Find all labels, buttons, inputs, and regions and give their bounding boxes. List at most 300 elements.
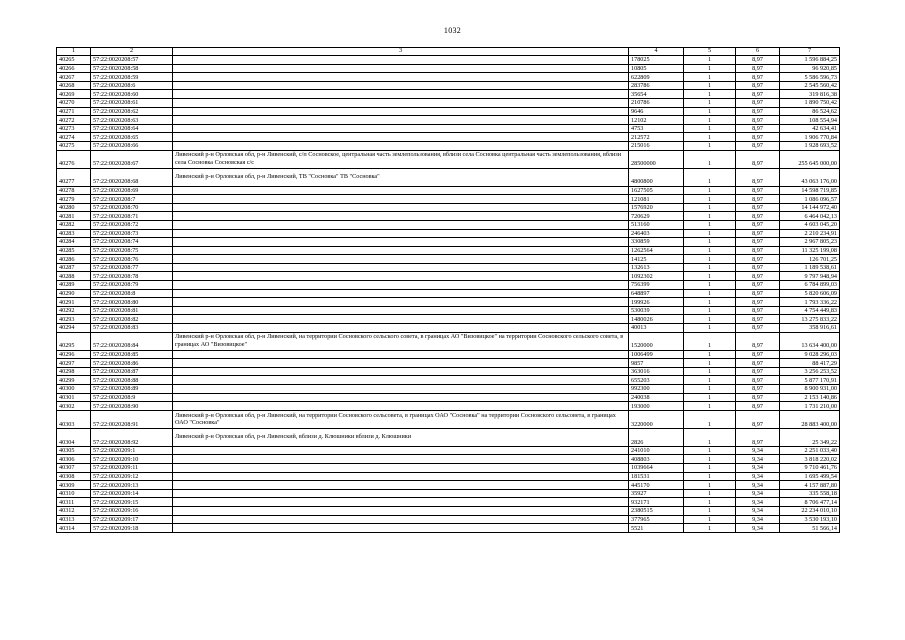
count-cell: 1: [684, 350, 736, 359]
rate-cell: 8,97: [736, 289, 780, 298]
area-cell: 1039664: [629, 463, 684, 472]
address-cell: [173, 238, 629, 247]
cadastral-number-cell: 57:22:0020208:71: [91, 212, 173, 221]
address-cell: Ливенский р-н Орловская обл, р-н Ливенский, ТВ "Сосновка" ТВ "Сосновка": [173, 168, 629, 186]
value-cell: 14 144 972,40: [780, 203, 840, 212]
value-cell: 4 157 887,80: [780, 481, 840, 490]
cadastral-number-cell: 57:22:0020209:13: [91, 481, 173, 490]
address-cell: [173, 463, 629, 472]
address-cell: [173, 455, 629, 464]
table-row: [57, 506, 840, 515]
table-row: [57, 298, 840, 307]
cadastral-number-cell: 57:22:0020208:78: [91, 272, 173, 281]
area-cell: 178025: [629, 56, 684, 65]
count-cell: 1: [684, 315, 736, 324]
cadastral-number-cell: 57:22:0020208:77: [91, 263, 173, 272]
row-number-cell: 40287: [57, 263, 91, 272]
area-cell: 622809: [629, 73, 684, 82]
cadastral-number-cell: 57:22:0020208:65: [91, 133, 173, 142]
row-number-cell: 40274: [57, 133, 91, 142]
value-cell: 335 558,18: [780, 489, 840, 498]
cadastral-number-cell: 57:22:0020208:89: [91, 385, 173, 394]
address-cell: [173, 367, 629, 376]
row-number-cell: 40286: [57, 255, 91, 264]
table-row: [57, 446, 840, 455]
rate-cell: 8,97: [736, 315, 780, 324]
row-number-cell: 40300: [57, 385, 91, 394]
value-cell: 1 906 770,84: [780, 133, 840, 142]
table-row: [57, 90, 840, 99]
table-row: [57, 489, 840, 498]
address-cell: [173, 64, 629, 73]
value-cell: 319 816,38: [780, 90, 840, 99]
rate-cell: 9,34: [736, 463, 780, 472]
rate-cell: 8,97: [736, 385, 780, 394]
table-row: [57, 315, 840, 324]
row-number-cell: 40292: [57, 306, 91, 315]
cadastral-number-cell: 57:22:0020209:14: [91, 489, 173, 498]
count-cell: 1: [684, 272, 736, 281]
table-row: [57, 367, 840, 376]
page-number: 1032: [443, 26, 462, 35]
value-cell: 96 920,85: [780, 64, 840, 73]
rate-cell: 8,97: [736, 81, 780, 90]
count-cell: 1: [684, 203, 736, 212]
address-cell: [173, 289, 629, 298]
area-cell: 1576920: [629, 203, 684, 212]
address-cell: [173, 107, 629, 116]
row-number-cell: 40293: [57, 315, 91, 324]
cadastral-number-cell: 57:22:0020209:11: [91, 463, 173, 472]
cadastral-number-cell: 57:22:0020208:63: [91, 116, 173, 125]
table-row: [57, 515, 840, 524]
area-cell: 363016: [629, 367, 684, 376]
row-number-cell: 40304: [57, 428, 91, 446]
table-row: [57, 195, 840, 204]
area-cell: 210786: [629, 98, 684, 107]
row-number-cell: 40289: [57, 281, 91, 290]
table-row: [57, 324, 840, 333]
cadastral-number-cell: 57:22:0020208:81: [91, 306, 173, 315]
area-cell: 408803: [629, 455, 684, 464]
row-number-cell: 40275: [57, 141, 91, 150]
count-cell: 1: [684, 168, 736, 186]
area-cell: 212572: [629, 133, 684, 142]
address-cell: [173, 506, 629, 515]
area-cell: 330859: [629, 238, 684, 247]
table-row: [57, 229, 840, 238]
cadastral-number-cell: 57:22:0020208:73: [91, 229, 173, 238]
row-number-cell: 40270: [57, 98, 91, 107]
cadastral-number-cell: 57:22:0020208:85: [91, 350, 173, 359]
area-cell: 14125: [629, 255, 684, 264]
cadastral-value-table: [56, 47, 840, 533]
row-number-cell: 40265: [57, 56, 91, 65]
cadastral-number-cell: 57:22:0020209:18: [91, 524, 173, 533]
rate-cell: 8,97: [736, 203, 780, 212]
column-header: 6: [736, 48, 780, 56]
address-cell: [173, 306, 629, 315]
cadastral-number-cell: 57:22:0020208:64: [91, 124, 173, 133]
cadastral-number-cell: 57:22:0020208:76: [91, 255, 173, 264]
area-cell: 4800800: [629, 168, 684, 186]
rate-cell: 9,34: [736, 455, 780, 464]
count-cell: 1: [684, 255, 736, 264]
count-cell: 1: [684, 410, 736, 428]
area-cell: 1262564: [629, 246, 684, 255]
address-cell: [173, 350, 629, 359]
count-cell: 1: [684, 489, 736, 498]
value-cell: 1 793 336,22: [780, 298, 840, 307]
area-cell: 2380515: [629, 506, 684, 515]
count-cell: 1: [684, 393, 736, 402]
table-row: [57, 472, 840, 481]
value-cell: 1 596 884,25: [780, 56, 840, 65]
address-cell: [173, 298, 629, 307]
cadastral-number-cell: 57:22:0020208:90: [91, 402, 173, 411]
address-cell: [173, 481, 629, 490]
row-number-cell: 40268: [57, 81, 91, 90]
rate-cell: 8,97: [736, 73, 780, 82]
value-cell: 3 256 253,52: [780, 367, 840, 376]
row-number-cell: 40308: [57, 472, 91, 481]
value-cell: 3 818 220,02: [780, 455, 840, 464]
rate-cell: 8,97: [736, 367, 780, 376]
row-number-cell: 40305: [57, 446, 91, 455]
count-cell: 1: [684, 298, 736, 307]
rate-cell: 8,97: [736, 402, 780, 411]
rate-cell: 8,97: [736, 98, 780, 107]
cadastral-number-cell: 57:22:0020209:10: [91, 455, 173, 464]
cadastral-number-cell: 57:22:0020209:16: [91, 506, 173, 515]
rate-cell: 8,97: [736, 186, 780, 195]
row-number-cell: 40282: [57, 220, 91, 229]
value-cell: 51 566,14: [780, 524, 840, 533]
column-header: 2: [91, 48, 173, 56]
rate-cell: 8,97: [736, 359, 780, 368]
address-cell: [173, 141, 629, 150]
address-cell: Ливенский р-н Орловская обл, р-н Ливенский, с/п Сосновское, центральная часть землепользования, вблизи села Сосновка центральная часть землепользования, вблизи села Сосновка Сосновская с/с: [173, 150, 629, 168]
row-number-cell: 40273: [57, 124, 91, 133]
row-number-cell: 40281: [57, 212, 91, 221]
value-cell: 255 645 000,00: [780, 150, 840, 168]
area-cell: 12102: [629, 116, 684, 125]
area-cell: 655203: [629, 376, 684, 385]
row-number-cell: 40313: [57, 515, 91, 524]
cadastral-number-cell: 57:22:0020208:8: [91, 289, 173, 298]
value-cell: 1 189 538,61: [780, 263, 840, 272]
area-cell: 193000: [629, 402, 684, 411]
row-number-cell: 40278: [57, 186, 91, 195]
cadastral-number-cell: 57:22:0020208:83: [91, 324, 173, 333]
row-number-cell: 40280: [57, 203, 91, 212]
cadastral-number-cell: 57:22:0020208:69: [91, 186, 173, 195]
column-header: 1: [57, 48, 91, 56]
count-cell: 1: [684, 90, 736, 99]
address-cell: [173, 324, 629, 333]
row-number-cell: 40277: [57, 168, 91, 186]
count-cell: 1: [684, 306, 736, 315]
value-cell: 5 877 170,91: [780, 376, 840, 385]
area-cell: 513160: [629, 220, 684, 229]
value-cell: 1 695 499,54: [780, 472, 840, 481]
row-number-cell: 40303: [57, 410, 91, 428]
table-row: [57, 168, 840, 186]
count-cell: 1: [684, 332, 736, 350]
row-number-cell: 40272: [57, 116, 91, 125]
row-number-cell: 40302: [57, 402, 91, 411]
address-cell: Ливенский р-н Орловская обл, р-н Ливенский, вблизи д. Клюшники вблизи д. Клюшники: [173, 428, 629, 446]
value-cell: 14 598 719,85: [780, 186, 840, 195]
count-cell: 1: [684, 402, 736, 411]
value-cell: 1 890 750,42: [780, 98, 840, 107]
value-cell: 5 820 606,09: [780, 289, 840, 298]
rate-cell: 8,97: [736, 124, 780, 133]
table-row: [57, 281, 840, 290]
rate-cell: 8,97: [736, 246, 780, 255]
count-cell: 1: [684, 524, 736, 533]
area-cell: 181531: [629, 472, 684, 481]
value-cell: 9 797 948,94: [780, 272, 840, 281]
rate-cell: 8,97: [736, 56, 780, 65]
count-cell: 1: [684, 289, 736, 298]
row-number-cell: 40288: [57, 272, 91, 281]
area-cell: 246403: [629, 229, 684, 238]
row-number-cell: 40266: [57, 64, 91, 73]
value-cell: 2 210 234,91: [780, 229, 840, 238]
rate-cell: 8,97: [736, 220, 780, 229]
area-cell: 132613: [629, 263, 684, 272]
area-cell: 648897: [629, 289, 684, 298]
address-cell: [173, 124, 629, 133]
area-cell: 992300: [629, 385, 684, 394]
count-cell: 1: [684, 359, 736, 368]
table-row: [57, 498, 840, 507]
area-cell: 199926: [629, 298, 684, 307]
area-cell: 1520000: [629, 332, 684, 350]
address-cell: [173, 203, 629, 212]
value-cell: 126 701,25: [780, 255, 840, 264]
area-cell: 35654: [629, 90, 684, 99]
value-cell: 8 900 931,00: [780, 385, 840, 394]
rate-cell: 8,97: [736, 306, 780, 315]
count-cell: 1: [684, 281, 736, 290]
cadastral-number-cell: 57:22:0020208:75: [91, 246, 173, 255]
value-cell: 1 731 210,00: [780, 402, 840, 411]
count-cell: 1: [684, 428, 736, 446]
area-cell: 1480026: [629, 315, 684, 324]
table-row: [57, 212, 840, 221]
table-row: [57, 124, 840, 133]
area-cell: 3220000: [629, 410, 684, 428]
value-cell: 42 634,41: [780, 124, 840, 133]
value-cell: 8 706 477,14: [780, 498, 840, 507]
area-cell: 10805: [629, 64, 684, 73]
table-row: [57, 463, 840, 472]
area-cell: 283786: [629, 81, 684, 90]
rate-cell: 8,97: [736, 410, 780, 428]
rate-cell: 8,97: [736, 107, 780, 116]
cadastral-number-cell: 57:22:0020208:68: [91, 168, 173, 186]
count-cell: 1: [684, 385, 736, 394]
count-cell: 1: [684, 229, 736, 238]
row-number-cell: 40276: [57, 150, 91, 168]
value-cell: 4 754 449,83: [780, 306, 840, 315]
address-cell: Ливенский р-н Орловская обл, р-н Ливенский, на территории Сосновского сельского совета, в границах АО "Визовицкое" на территории Сосновского сельского совета, в границах АО "Визовицкое": [173, 332, 629, 350]
cadastral-number-cell: 57:22:0020208:72: [91, 220, 173, 229]
count-cell: 1: [684, 446, 736, 455]
address-cell: [173, 472, 629, 481]
cadastral-number-cell: 57:22:0020208:58: [91, 64, 173, 73]
area-cell: 40013: [629, 324, 684, 333]
table-row: [57, 246, 840, 255]
cadastral-number-cell: 57:22:0020208:92: [91, 428, 173, 446]
value-cell: 9 028 296,03: [780, 350, 840, 359]
table-row: [57, 410, 840, 428]
row-number-cell: 40294: [57, 324, 91, 333]
address-cell: [173, 376, 629, 385]
area-cell: 377965: [629, 515, 684, 524]
area-cell: 4753: [629, 124, 684, 133]
rate-cell: 8,97: [736, 141, 780, 150]
count-cell: 1: [684, 133, 736, 142]
address-cell: [173, 255, 629, 264]
count-cell: 1: [684, 376, 736, 385]
cadastral-number-cell: 57:22:0020209:1: [91, 446, 173, 455]
column-header: 3: [173, 48, 629, 56]
value-cell: 25 349,22: [780, 428, 840, 446]
count-cell: 1: [684, 220, 736, 229]
rate-cell: 8,97: [736, 332, 780, 350]
table-row: [57, 133, 840, 142]
cadastral-number-cell: 57:22:0020208:67: [91, 150, 173, 168]
rate-cell: 8,97: [736, 350, 780, 359]
address-cell: [173, 489, 629, 498]
count-cell: 1: [684, 81, 736, 90]
table-row: [57, 186, 840, 195]
rate-cell: 9,34: [736, 506, 780, 515]
address-cell: [173, 281, 629, 290]
area-cell: 530039: [629, 306, 684, 315]
area-cell: 756399: [629, 281, 684, 290]
value-cell: 358 916,61: [780, 324, 840, 333]
table-row: [57, 238, 840, 247]
count-cell: 1: [684, 124, 736, 133]
table-row: [57, 56, 840, 65]
value-cell: 5 586 596,73: [780, 73, 840, 82]
table-row: [57, 220, 840, 229]
table-row: [57, 385, 840, 394]
cadastral-number-cell: 57:22:0020208:91: [91, 410, 173, 428]
area-cell: 215016: [629, 141, 684, 150]
row-number-cell: 40297: [57, 359, 91, 368]
area-cell: 932171: [629, 498, 684, 507]
address-cell: [173, 446, 629, 455]
value-cell: 28 883 400,00: [780, 410, 840, 428]
table-row: [57, 272, 840, 281]
count-cell: 1: [684, 263, 736, 272]
table-row: [57, 203, 840, 212]
cadastral-number-cell: 57:22:0020208:6: [91, 81, 173, 90]
rate-cell: 8,97: [736, 212, 780, 221]
value-cell: 108 554,94: [780, 116, 840, 125]
row-number-cell: 40299: [57, 376, 91, 385]
address-cell: Ливенский р-н Орловская обл, р-н Ливенский, на территории Сосновского сельсовета, в границах ОАО "Сосновка" на территории Сосновского сельсовета, в границах ОАО "Сосновка": [173, 410, 629, 428]
cadastral-number-cell: 57:22:0020208:9: [91, 393, 173, 402]
row-number-cell: 40269: [57, 90, 91, 99]
table-row: [57, 306, 840, 315]
rate-cell: 9,34: [736, 498, 780, 507]
count-cell: 1: [684, 64, 736, 73]
row-number-cell: 40267: [57, 73, 91, 82]
row-number-cell: 40283: [57, 229, 91, 238]
rate-cell: 8,97: [736, 272, 780, 281]
cadastral-number-cell: 57:22:0020208:88: [91, 376, 173, 385]
value-cell: 2 153 140,86: [780, 393, 840, 402]
table-row: [57, 255, 840, 264]
value-cell: 2 545 560,42: [780, 81, 840, 90]
rate-cell: 9,34: [736, 446, 780, 455]
area-cell: 9646: [629, 107, 684, 116]
rate-cell: 8,97: [736, 133, 780, 142]
rate-cell: 8,97: [736, 263, 780, 272]
table-row: [57, 481, 840, 490]
address-cell: [173, 98, 629, 107]
address-cell: [173, 246, 629, 255]
rate-cell: 9,34: [736, 472, 780, 481]
count-cell: 1: [684, 98, 736, 107]
rate-cell: 8,97: [736, 298, 780, 307]
address-cell: [173, 402, 629, 411]
value-cell: 6 784 899,03: [780, 281, 840, 290]
address-cell: [173, 524, 629, 533]
area-cell: 1092302: [629, 272, 684, 281]
address-cell: [173, 393, 629, 402]
address-cell: [173, 272, 629, 281]
value-cell: 13 275 833,22: [780, 315, 840, 324]
address-cell: [173, 56, 629, 65]
count-cell: 1: [684, 367, 736, 376]
count-cell: 1: [684, 506, 736, 515]
value-cell: 86 524,62: [780, 107, 840, 116]
value-cell: 3 530 193,10: [780, 515, 840, 524]
row-number-cell: 40312: [57, 506, 91, 515]
table-row: [57, 263, 840, 272]
cadastral-number-cell: 57:22:0020208:79: [91, 281, 173, 290]
address-cell: [173, 315, 629, 324]
area-cell: 720629: [629, 212, 684, 221]
area-cell: 1627505: [629, 186, 684, 195]
address-cell: [173, 229, 629, 238]
area-cell: 240038: [629, 393, 684, 402]
cadastral-number-cell: 57:22:0020208:7: [91, 195, 173, 204]
table-row: [57, 150, 840, 168]
row-number-cell: 40306: [57, 455, 91, 464]
rate-cell: 8,97: [736, 64, 780, 73]
rate-cell: 8,97: [736, 195, 780, 204]
row-number-cell: 40310: [57, 489, 91, 498]
value-cell: 9 710 461,76: [780, 463, 840, 472]
count-cell: 1: [684, 472, 736, 481]
count-cell: 1: [684, 116, 736, 125]
row-number-cell: 40284: [57, 238, 91, 247]
table-row: [57, 393, 840, 402]
column-header: 4: [629, 48, 684, 56]
table-row: [57, 376, 840, 385]
table-row: [57, 289, 840, 298]
table-row: [57, 524, 840, 533]
row-number-cell: 40309: [57, 481, 91, 490]
